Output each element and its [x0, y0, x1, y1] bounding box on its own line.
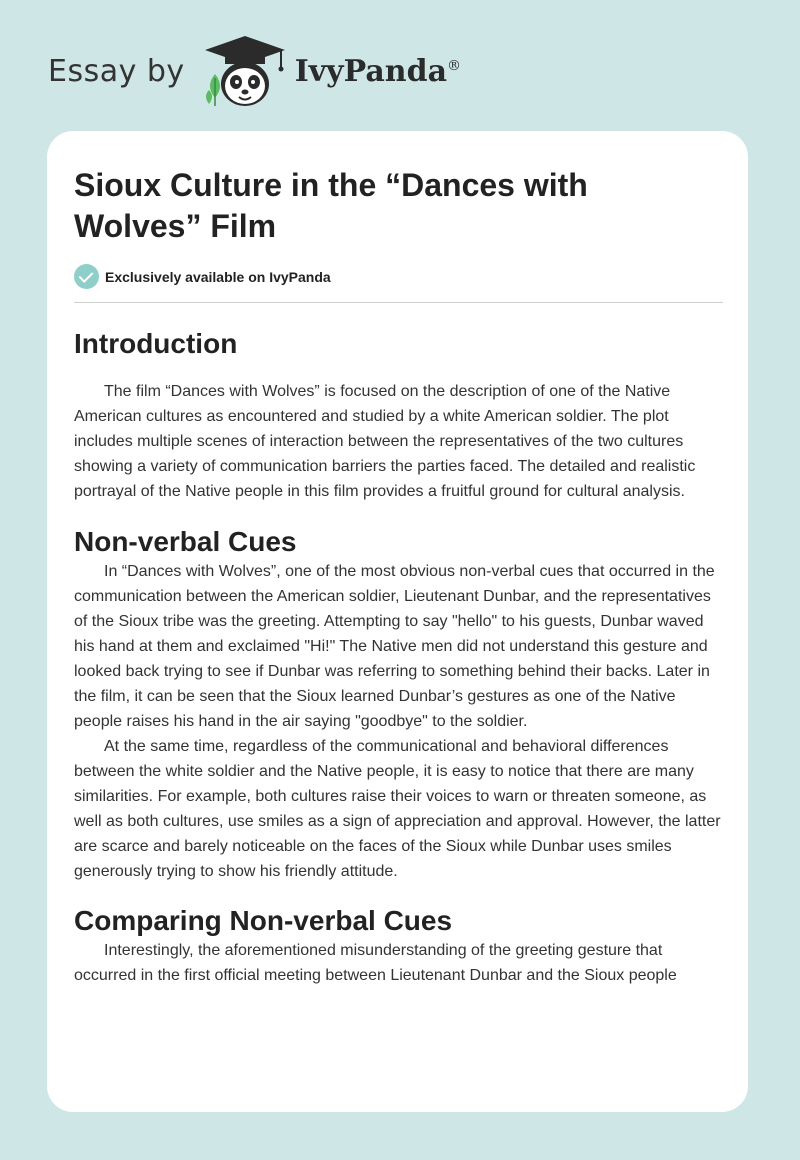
section-heading-comparing-non-verbal-cues: Comparing Non-verbal Cues: [74, 905, 453, 936]
brand-name[interactable]: IvyPanda®: [294, 53, 462, 89]
paragraph-comparing-1: Interestingly, the aforementioned misunderstanding of the greeting gesture that occurred in the first official meeting between Lieutenant Dunbar and the Sioux people: [74, 942, 677, 984]
section-heading-introduction: Introduction: [74, 328, 238, 359]
section-heading-non-verbal-cues: Non-verbal Cues: [74, 526, 297, 557]
essay-card: [47, 131, 748, 1112]
check-circle-icon: [74, 264, 99, 289]
exclusive-badge: [74, 264, 722, 289]
paragraph-non-verbal-1: In “Dances with Wolves”, one of the most obvious non-verbal cues that occurred in the communication between the American soldier, Lieutenant Dunbar, and the representatives of the Sioux tribe was the greeting. Attempting to say "hello" to his guests, Dunbar waved his hand at them and exclaimed "Hi!" The Native men did not understand this gesture and looked back trying to see if Dunbar was referring to something behind their backs. Later in the film, it can be seen that the Sioux learned Dunbar’s gestures as one of the Native people raises his hand in the air saying "goodbye" to the soldier.: [74, 563, 715, 730]
panda-graduation-cap-icon[interactable]: [201, 34, 289, 108]
essay-by-label: Essay by: [48, 53, 185, 89]
paragraph-non-verbal-2: At the same time, regardless of the communicational and behavioral differences between the white soldier and the Native people, it is easy to notice that there are many similarities. For example, both cultures raise their voices to warn or threaten someone, as well as both cultures, use smiles as a sign of appreciation and approval. However, the latter are scarce and barely noticeable on the faces of the Sioux while Dunbar uses smiles generously trying to show his friendly attitude.: [74, 738, 721, 880]
paragraph-introduction: The film “Dances with Wolves” is focused on the description of one of the Native American cultures as encountered and studied by a white American soldier. The plot includes multiple scenes of interaction between the representatives of the two cultures showing a variety of communication barriers the parties faced. The detailed and realistic portrayal of the Native people in this film provides a fruitful ground for cultural analysis.: [74, 383, 696, 500]
badge-label: Exclusively available on IvyPanda: [105, 268, 331, 285]
registered-mark: ®: [447, 57, 462, 74]
page-title: Sioux Culture in the “Dances with Wolves” Film: [74, 167, 588, 244]
site-header: [48, 34, 461, 108]
divider: [74, 302, 723, 303]
